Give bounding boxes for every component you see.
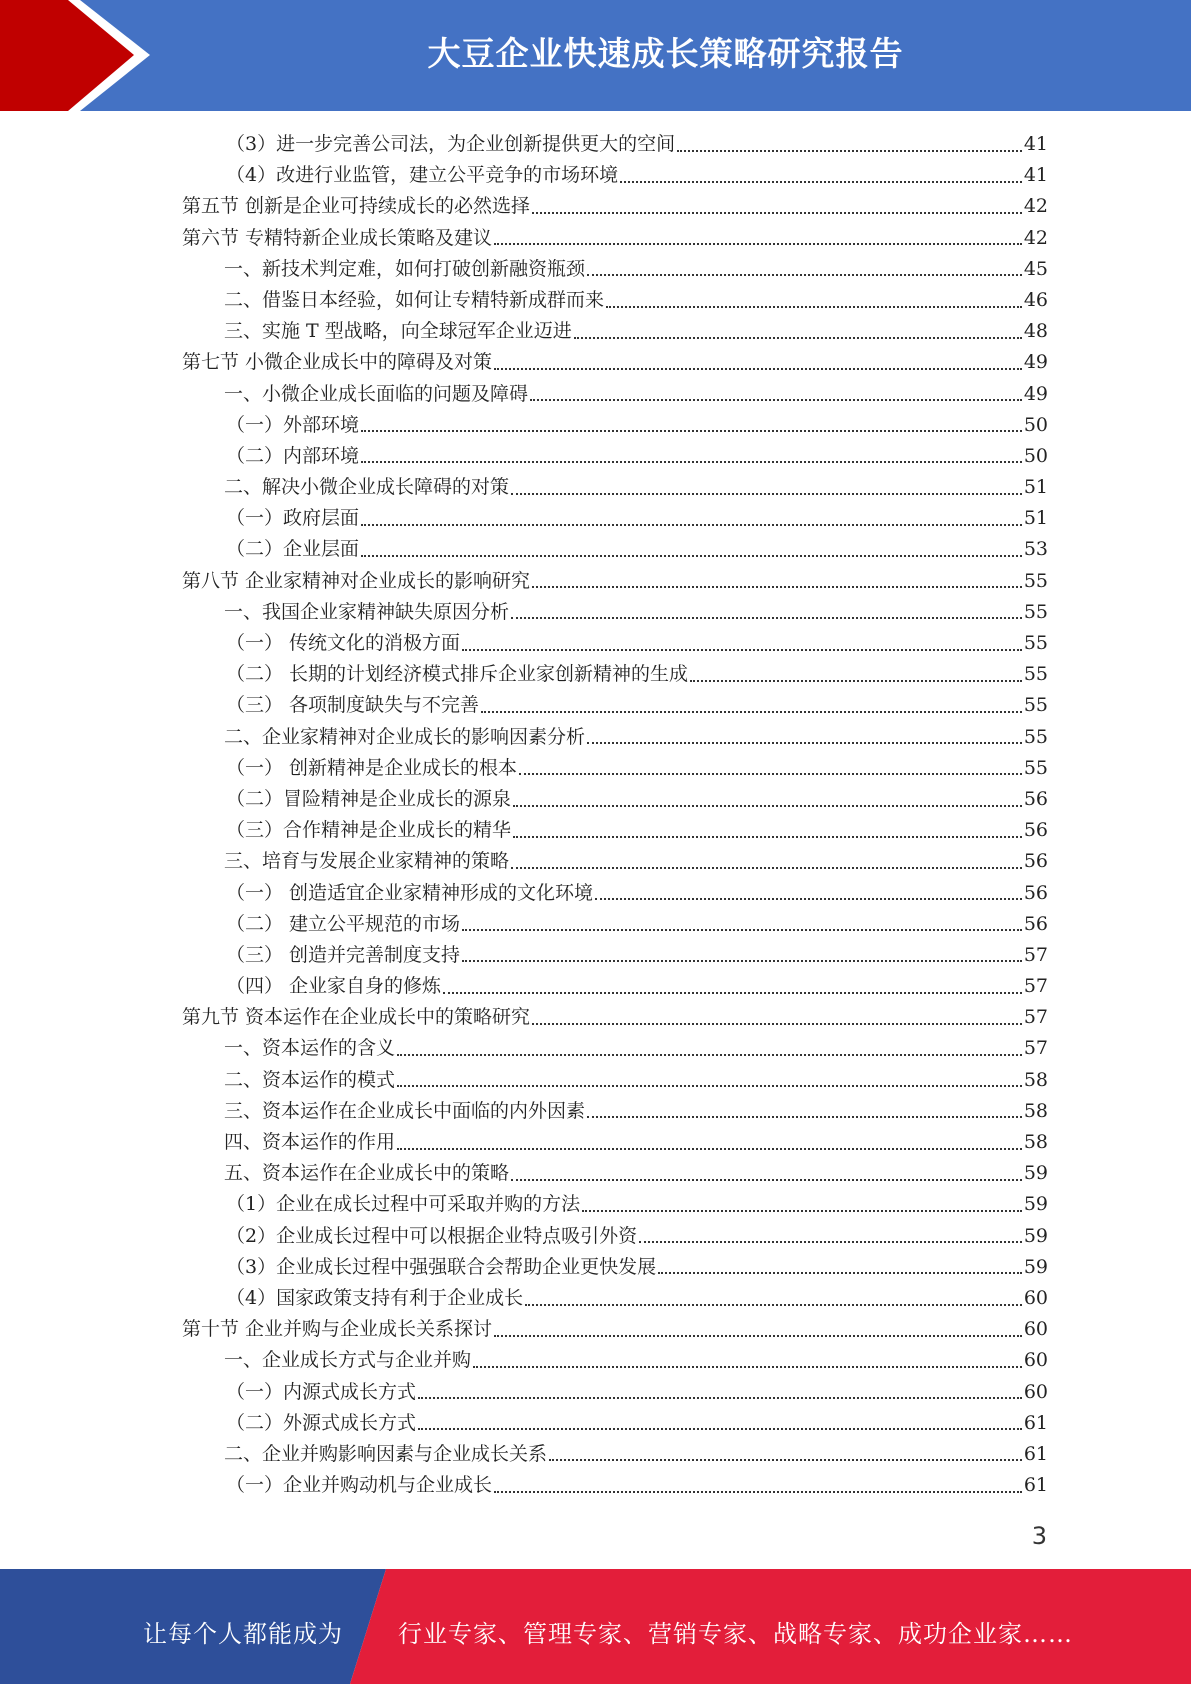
toc-entry-title: 第五节 创新是企业可持续成长的必然选择 xyxy=(182,195,531,218)
toc-entry-page: 56 xyxy=(1023,787,1048,810)
toc-entry-page: 50 xyxy=(1023,444,1048,467)
toc-entry-title: 一、我国企业家精神缺失原因分析 xyxy=(224,600,510,623)
toc-dot-leader xyxy=(494,1335,1022,1337)
toc-dot-leader xyxy=(620,181,1022,183)
toc-entry-title: 四、资本运作的作用 xyxy=(224,1131,396,1153)
toc-entry[interactable] xyxy=(182,1470,1048,1501)
toc-entry-page: 59 xyxy=(1023,1255,1048,1278)
toc-entry[interactable] xyxy=(182,254,1048,285)
toc-dot-leader xyxy=(574,337,1022,339)
toc-dot-leader xyxy=(361,430,1022,432)
toc-entry-title: 三、资本运作在企业成长中面临的内外因素 xyxy=(224,1099,586,1122)
toc-entry-title: （2）企业成长过程中可以根据企业特点吸引外资 xyxy=(226,1224,638,1247)
toc-entry-page: 41 xyxy=(1023,164,1048,187)
toc-entry-title: 二、企业家精神对企业成长的影响因素分析 xyxy=(224,725,586,748)
toc-entry[interactable] xyxy=(182,659,1048,690)
toc-entry-page: 58 xyxy=(1023,1099,1048,1122)
toc-entry-page: 55 xyxy=(1023,569,1048,592)
toc-dot-leader xyxy=(582,1210,1022,1212)
toc-entry[interactable] xyxy=(182,129,1048,160)
page-footer xyxy=(0,1569,1191,1684)
toc-entry-title: 一、新技术判定难，如何打破创新融资瓶颈 xyxy=(224,257,586,280)
toc-entry-title: 三、实施 T 型战略，向全球冠军企业迈进 xyxy=(224,320,572,343)
toc-entry-page: 57 xyxy=(1023,1006,1048,1029)
toc-entry[interactable] xyxy=(182,753,1048,784)
toc-entry[interactable] xyxy=(182,1158,1048,1189)
toc-entry-page: 56 xyxy=(1023,819,1048,842)
toc-entry[interactable] xyxy=(182,1408,1048,1439)
toc-entry-title: （二）内部环境 xyxy=(226,444,360,467)
toc-entry-page: 57 xyxy=(1023,1037,1048,1060)
toc-dot-leader xyxy=(418,1428,1022,1430)
toc-entry-page: 55 xyxy=(1023,756,1048,779)
toc-entry-page: 59 xyxy=(1023,1224,1048,1247)
toc-entry[interactable] xyxy=(182,223,1048,254)
toc-dot-leader xyxy=(639,1241,1022,1243)
toc-dot-leader xyxy=(587,742,1022,744)
toc-dot-leader xyxy=(530,399,1022,401)
toc-dot-leader xyxy=(606,306,1022,308)
toc-entry-page: 55 xyxy=(1023,694,1048,717)
toc-dot-leader xyxy=(494,243,1022,245)
toc-entry[interactable] xyxy=(182,1189,1048,1220)
toc-entry-title: （4）改进行业监管，建立公平竞争的市场环境 xyxy=(226,164,619,187)
toc-entry-title: （三） 创造并完善制度支持 xyxy=(226,943,461,966)
toc-entry[interactable] xyxy=(182,1377,1048,1408)
toc-entry[interactable] xyxy=(182,160,1048,191)
toc-entry-title: （一） 创造适宜企业家精神形成的文化环境 xyxy=(226,881,594,904)
toc-entry[interactable] xyxy=(182,1096,1048,1127)
toc-entry-title: （3）进一步完善公司法，为企业创新提供更大的空间 xyxy=(226,133,676,155)
toc-entry-page: 49 xyxy=(1023,351,1048,374)
toc-dot-leader xyxy=(361,555,1022,557)
toc-entry-page: 60 xyxy=(1023,1349,1048,1372)
toc-dot-leader xyxy=(595,898,1022,900)
footer-slogan-right: 行业专家、管理专家、营销专家、战略专家、成功企业家…… xyxy=(398,1620,1073,1648)
toc-entry-title: 一、资本运作的含义 xyxy=(224,1037,396,1060)
toc-entry-title: （三）合作精神是企业成长的精华 xyxy=(226,819,512,842)
toc-dot-leader xyxy=(462,929,1022,931)
toc-entry[interactable] xyxy=(182,815,1048,846)
toc-dot-leader xyxy=(462,649,1022,651)
toc-entry-page: 58 xyxy=(1023,1068,1048,1091)
toc-entry-title: （一）内源式成长方式 xyxy=(226,1380,417,1403)
toc-dot-leader xyxy=(587,274,1022,276)
toc-entry-page: 56 xyxy=(1023,881,1048,904)
toc-dot-leader xyxy=(473,1366,1022,1368)
toc-dot-leader xyxy=(587,1116,1022,1118)
toc-entry-title: 五、资本运作在企业成长中的策略 xyxy=(224,1162,510,1185)
toc-entry[interactable] xyxy=(182,1314,1048,1345)
toc-entry[interactable] xyxy=(182,191,1048,222)
toc-entry[interactable] xyxy=(182,690,1048,721)
toc-entry-title: （二） 长期的计划经济模式排斥企业家创新精神的生成 xyxy=(226,663,689,686)
toc-entry-title: 第九节 资本运作在企业成长中的策略研究 xyxy=(182,1006,531,1029)
toc-entry[interactable] xyxy=(182,503,1048,534)
toc-entry[interactable] xyxy=(182,722,1048,753)
toc-dot-leader xyxy=(443,992,1022,994)
toc-entry-title: （1）企业在成长过程中可采取并购的方法 xyxy=(226,1193,581,1216)
toc-entry-page: 56 xyxy=(1023,850,1048,873)
toc-entry[interactable] xyxy=(182,316,1048,347)
table-of-contents xyxy=(182,129,1048,1501)
toc-entry[interactable] xyxy=(182,846,1048,877)
toc-entry[interactable] xyxy=(182,1127,1048,1158)
toc-entry-page: 58 xyxy=(1023,1131,1048,1153)
toc-entry-title: 一、企业成长方式与企业并购 xyxy=(224,1349,472,1372)
toc-entry[interactable] xyxy=(182,784,1048,815)
toc-entry-page: 49 xyxy=(1023,382,1048,405)
toc-entry-page: 42 xyxy=(1023,195,1048,218)
toc-entry[interactable] xyxy=(182,347,1048,378)
toc-dot-leader xyxy=(658,1272,1022,1274)
toc-dot-leader xyxy=(513,805,1022,807)
toc-entry[interactable] xyxy=(182,379,1048,410)
toc-dot-leader xyxy=(511,617,1022,619)
toc-entry-page: 60 xyxy=(1023,1318,1048,1341)
toc-dot-leader xyxy=(494,368,1022,370)
page-header xyxy=(0,0,1191,111)
toc-entry-page: 57 xyxy=(1023,943,1048,966)
toc-entry[interactable] xyxy=(182,940,1048,971)
toc-entry-title: （三） 各项制度缺失与不完善 xyxy=(226,694,480,717)
toc-dot-leader xyxy=(677,150,1022,152)
toc-entry-title: 一、小微企业成长面临的问题及障碍 xyxy=(224,382,529,405)
toc-entry[interactable] xyxy=(182,971,1048,1002)
toc-entry[interactable] xyxy=(182,472,1048,503)
toc-entry[interactable] xyxy=(182,566,1048,597)
toc-entry[interactable] xyxy=(182,285,1048,316)
toc-entry-page: 50 xyxy=(1023,413,1048,436)
toc-entry-page: 42 xyxy=(1023,226,1048,249)
toc-dot-leader xyxy=(519,773,1022,775)
toc-entry-page: 46 xyxy=(1023,288,1048,311)
toc-entry-title: （二）企业层面 xyxy=(226,538,360,561)
toc-entry-page: 59 xyxy=(1023,1193,1048,1216)
toc-entry-title: （一）外部环境 xyxy=(226,413,360,436)
toc-entry[interactable] xyxy=(182,1345,1048,1376)
toc-dot-leader xyxy=(418,1397,1022,1399)
toc-entry-title: （一）企业并购动机与企业成长 xyxy=(226,1474,493,1497)
toc-dot-leader xyxy=(494,1491,1022,1493)
toc-dot-leader xyxy=(511,493,1022,495)
toc-dot-leader xyxy=(532,586,1022,588)
header-arrow-icon xyxy=(0,0,150,111)
toc-entry[interactable] xyxy=(182,1439,1048,1470)
toc-entry[interactable] xyxy=(182,909,1048,940)
toc-entry-title: 二、企业并购影响因素与企业成长关系 xyxy=(224,1442,548,1465)
toc-dot-leader xyxy=(511,1179,1022,1181)
toc-entry[interactable] xyxy=(182,1252,1048,1283)
toc-entry[interactable] xyxy=(182,628,1048,659)
toc-entry-page: 61 xyxy=(1023,1474,1048,1497)
toc-entry-title: 二、资本运作的模式 xyxy=(224,1068,396,1091)
toc-entry-title: 二、解决小微企业成长障碍的对策 xyxy=(224,476,510,499)
toc-entry-page: 61 xyxy=(1023,1442,1048,1465)
toc-entry-page: 57 xyxy=(1023,975,1048,998)
toc-entry-title: （二）冒险精神是企业成长的源泉 xyxy=(226,787,512,810)
toc-entry-page: 51 xyxy=(1023,507,1048,530)
toc-entry-title: 第七节 小微企业成长中的障碍及对策 xyxy=(182,351,493,374)
toc-dot-leader xyxy=(532,1023,1022,1025)
toc-entry-title: 第六节 专精特新企业成长策略及建议 xyxy=(182,226,493,249)
page-number: 3 xyxy=(1031,1522,1047,1550)
toc-entry-page: 60 xyxy=(1023,1286,1048,1309)
toc-dot-leader xyxy=(462,960,1022,962)
toc-dot-leader xyxy=(397,1085,1022,1087)
toc-entry-page: 45 xyxy=(1023,257,1048,280)
toc-dot-leader xyxy=(361,524,1022,526)
toc-entry-title: （一） 创新精神是企业成长的根本 xyxy=(226,756,518,779)
toc-entry-title: （一）政府层面 xyxy=(226,507,360,530)
toc-entry-title: 第八节 企业家精神对企业成长的影响研究 xyxy=(182,569,531,592)
toc-dot-leader xyxy=(481,711,1022,713)
toc-entry-page: 56 xyxy=(1023,912,1048,935)
toc-entry-title: 二、借鉴日本经验，如何让专精特新成群而来 xyxy=(224,288,605,311)
toc-entry[interactable] xyxy=(182,1065,1048,1096)
toc-entry[interactable] xyxy=(182,1283,1048,1314)
toc-entry-page: 48 xyxy=(1023,320,1048,343)
toc-entry-title: 三、培育与发展企业家精神的策略 xyxy=(224,850,510,873)
toc-entry-title: （二） 建立公平规范的市场 xyxy=(226,912,461,935)
toc-entry-page: 61 xyxy=(1023,1411,1048,1434)
toc-entry[interactable] xyxy=(182,1221,1048,1252)
toc-entry-page: 55 xyxy=(1023,663,1048,686)
toc-dot-leader xyxy=(549,1459,1022,1461)
toc-entry-page: 41 xyxy=(1023,133,1048,155)
toc-entry-title: 第十节 企业并购与企业成长关系探讨 xyxy=(182,1318,493,1341)
toc-entry-title: （四） 企业家自身的修炼 xyxy=(226,975,442,998)
footer-slogan-left: 让每个人都能成为 xyxy=(143,1620,343,1648)
toc-entry-page: 55 xyxy=(1023,725,1048,748)
toc-entry-title: （3）企业成长过程中强强联合会帮助企业更快发展 xyxy=(226,1255,657,1278)
toc-dot-leader xyxy=(397,1054,1022,1056)
toc-entry[interactable] xyxy=(182,441,1048,472)
toc-dot-leader xyxy=(511,867,1022,869)
toc-entry-page: 59 xyxy=(1023,1162,1048,1185)
toc-dot-leader xyxy=(397,1148,1022,1150)
toc-entry-title: （二）外源式成长方式 xyxy=(226,1411,417,1434)
toc-entry-page: 51 xyxy=(1023,476,1048,499)
toc-entry[interactable] xyxy=(182,534,1048,565)
header-title: 大豆企业快速成长策略研究报告 xyxy=(427,34,904,73)
toc-dot-leader xyxy=(532,212,1022,214)
toc-dot-leader xyxy=(690,680,1022,682)
toc-entry[interactable] xyxy=(182,410,1048,441)
toc-entry-page: 55 xyxy=(1023,600,1048,623)
toc-entry[interactable] xyxy=(182,878,1048,909)
toc-dot-leader xyxy=(361,461,1022,463)
toc-entry-title: （4）国家政策支持有利于企业成长 xyxy=(226,1286,524,1309)
toc-entry-title: （一） 传统文化的消极方面 xyxy=(226,632,461,654)
toc-entry-page: 53 xyxy=(1023,538,1048,561)
toc-entry-page: 60 xyxy=(1023,1380,1048,1403)
toc-entry[interactable] xyxy=(182,1002,1048,1033)
toc-dot-leader xyxy=(513,836,1022,838)
toc-entry[interactable] xyxy=(182,1033,1048,1064)
toc-entry-page: 55 xyxy=(1023,632,1048,654)
toc-dot-leader xyxy=(525,1304,1022,1306)
toc-entry[interactable] xyxy=(182,597,1048,628)
